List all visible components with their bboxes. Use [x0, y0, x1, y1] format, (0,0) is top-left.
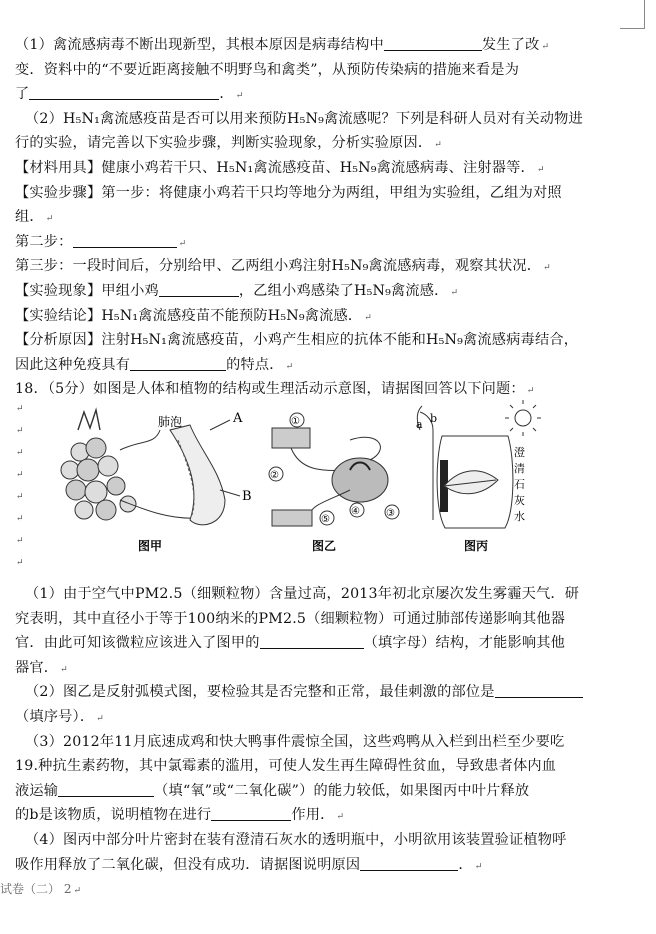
figure-bing-caption: 图丙 [464, 539, 489, 553]
figure-bing-jar-char-3: 石 [514, 478, 525, 491]
figure-yi-caption: 图乙 [312, 539, 337, 553]
sun-icon [505, 400, 541, 436]
figure-bing-label-a: a [416, 418, 423, 431]
figure-bing-label-b: b [430, 412, 438, 425]
figures-svg [50, 400, 550, 560]
q17-line-1: （1）禽流感病毒不断出现新型，其根本原因是病毒结构中 发生了改 ↵ [15, 33, 621, 58]
figure-jia-caption: 图甲 [138, 539, 163, 553]
question-18: （1）由于空气中PM2.5（细颗粒物）含量过高，2013年初北京屡次发生雾霾天气．研 究表明，其中直径小于等于100纳米的PM2.5（细颗粒物）可通过肺部传递影响其他器 官．由此可知该微粒应该进入了图甲的 （填字母）结构，才能影响其他 器官． ↵ （2）图乙是反射弧模式图，要检验其是否完整和正常，最佳刺激的部位是 （填序号）． ↵ （3）2012年11月底速成鸡和快大鸭事件震惊全国，这些鸡鸭从入栏到出栏至少要吃 19.种抗生素药物，其中氯霉素的滥用，可使人发生再生障碍性贫血，导致患者体内血 液运输 （填“氧”或“二氧化碳”）的能力较低，如果图丙中叶片释放 的b是该物质，说明植物在进行 作用． ↵ （4）图丙中部分叶片密封在装有澄清石灰水的透明瓶中，小明欲用该装置验证植物呼 吸作用释放了二氧化碳，但没有成功．请据图说明原因 ． ↵ [15, 582, 621, 877]
q18-title: 18．（5分）如图是人体和植物的结构或生理活动示意图，请据图回答以下问题： ↵ [15, 381, 535, 398]
figure-jia-label-a: A [233, 411, 243, 426]
figure-bing-jar-char-2: 清 [514, 462, 525, 475]
figure-yi-label-3: ③ [386, 508, 395, 519]
figure-jia-label-b: B [242, 489, 252, 504]
figure-yi-label-1: ① [291, 416, 300, 427]
page-corner-mark [620, 0, 645, 29]
paragraph-marks: ↵ ↵ ↵ ↵ ↵ ↵ ↵ ↵ [16, 404, 24, 568]
figure-yi-label-2: ② [270, 470, 279, 481]
question-17: （1）禽流感病毒不断出现新型，其根本原因是病毒结构中 发生了改 ↵ 变．资料中的“不要近距离接触不明野鸟和禽类”，从预防传染病的措施来看是为 了 ． ↵ （2）H₅N₁禽流感疫苗是否可以用来预防H₅N₉禽流感呢？下列是科研人员对有关动物进 行的实验，请完善以下实验步骤，判断实验现象，分析实验原因． ↵ 【材料用具】健康小鸡若干只、H₅N₁禽流感疫苗、H₅N₉禽流感病毒、注射器等． ↵ 【实验步骤】第一步：将健康小鸡若干只均等地分为两组，甲组为实验组，乙组为对照 组． ↵ 第二步： ↵ 第三步：一段时间后，分别给甲、乙两组小鸡注射H₅N₉禽流感病毒，观察其状况． ↵ 【实验现象】甲组小鸡 ，乙组小鸡感染了H₅N₉禽流感． ↵ 【实验结论】H₅N₁禽流感疫苗不能预防H₅N₉禽流感． ↵ 【分析原因】注射H₅N₁禽流感疫苗，小鸡产生相应的抗体不能和H₅N₉禽流感病毒结合， 因此这种免疫具有 的特点． ↵ 18．（5分）如图是人体和植物的结构或生理活动示意图，请据图回答以下问题： ↵ [15, 33, 621, 402]
figure-yi-label-5: ⑤ [321, 514, 330, 525]
figure-bing-jar-char-1: 澄 [514, 446, 525, 459]
figure-jia-capillary [170, 420, 240, 525]
figure-yi-label-4: ④ [351, 506, 360, 517]
figure-bing-jar-char-4: 灰 [514, 494, 525, 507]
figure-bing-jar-char-5: 水 [514, 510, 525, 523]
figure-jia-label-alveolus: 肺泡 [158, 415, 183, 429]
page-footer: 试卷（二） 2 ↵ [0, 882, 81, 896]
figure-yi-reflex-arc [269, 413, 399, 526]
